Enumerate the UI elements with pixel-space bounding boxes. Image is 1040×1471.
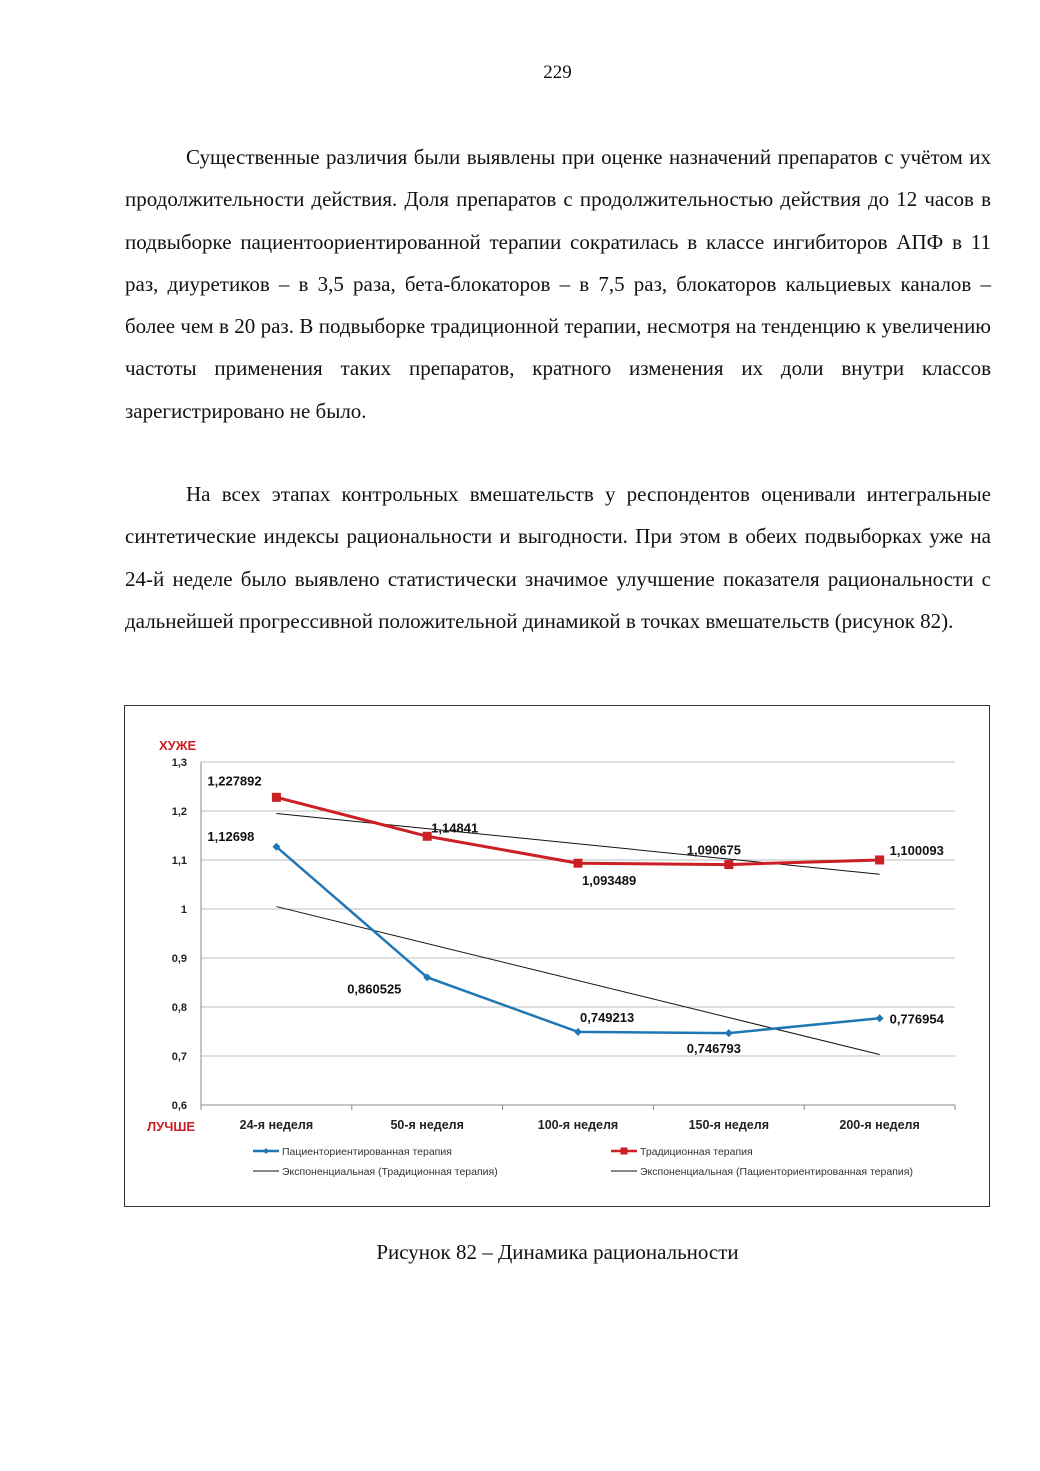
- y-tick-label: 0,6: [171, 1100, 187, 1112]
- data-label: 1,100093: [889, 842, 944, 858]
- x-tick-label: 100-я неделя: [537, 1118, 619, 1132]
- worse-label: ХУЖЕ: [159, 738, 197, 753]
- data-point: [574, 1028, 582, 1036]
- legend-marker: [621, 1148, 628, 1155]
- data-label: 1,14841: [431, 820, 479, 836]
- data-label: 0,746793: [686, 1041, 742, 1057]
- page-number: 229: [543, 62, 572, 83]
- data-point: [875, 855, 884, 864]
- y-tick-label: 1,1: [171, 855, 187, 867]
- better-label: ЛУЧШЕ: [147, 1119, 196, 1134]
- data-label: 1,090675: [686, 842, 742, 858]
- data-point: [272, 793, 281, 802]
- x-tick-label: 150-я неделя: [688, 1118, 770, 1132]
- data-label: 0,749213: [580, 1009, 635, 1025]
- data-point: [724, 860, 733, 869]
- x-tick-label: 24-я неделя: [239, 1118, 314, 1132]
- legend-item: Традиционная терапия: [640, 1146, 753, 1158]
- y-tick-label: 1: [180, 904, 187, 916]
- x-tick-label: 200-я неделя: [839, 1118, 920, 1132]
- data-point: [725, 1029, 733, 1037]
- data-label: 0,860525: [347, 981, 402, 997]
- y-tick-label: 0,7: [171, 1051, 187, 1063]
- figure-caption: Рисунок 82 – Динамика рациональности: [376, 1240, 739, 1264]
- figure-82: [124, 705, 990, 1207]
- legend-marker: [263, 1148, 269, 1154]
- data-point: [876, 1014, 884, 1022]
- data-point: [574, 859, 583, 868]
- paragraph-1: Существенные различия были выявлены при оценке назначений препаратов с учётом их продолжительности действия. Доля препаратов с продолжительностью действия до 12 часов в подвыборке пациентоориентированной терапии сократилась в классе ингибиторов АПФ в 11 раз, диуретиков – в 3,5 раза, бета-блокаторов – в 7,5 раз, блокаторов кальциевых каналов – более чем в 20 раз. В подвыборке традиционной терапии, несмотря на тенденцию к увеличению частоты применения таких препаратов, кратного изменения их доли внутри классов зарегистрировано не было.: [125, 145, 991, 423]
- data-label: 1,093489: [582, 873, 637, 889]
- y-tick-label: 0,8: [171, 1002, 187, 1014]
- y-tick-label: 1,3: [171, 757, 187, 769]
- legend-item: Экспоненциальная (Традиционная терапия): [282, 1166, 498, 1178]
- y-tick-label: 1,2: [171, 806, 187, 818]
- data-label: 0,776954: [889, 1011, 944, 1027]
- series-line-1: [276, 847, 879, 1033]
- series-line-2: [276, 797, 879, 864]
- paragraph-2: На всех этапах контрольных вмешательств у респондентов оценивали интегральные синтетические индексы рациональности и выгодности. При этом в обеих подвыборках уже на 24-й неделе было выявлено статистически значимое улучшение показателя рациональности с дальнейшей прогрессивной положительной динамикой в точках вмешательств (рисунок 82).: [125, 482, 991, 633]
- data-label: 1,227892: [207, 773, 262, 789]
- x-tick-label: 50-я неделя: [390, 1118, 464, 1132]
- legend-item: Экспоненциальная (Пациенториентированная терапия): [640, 1166, 913, 1178]
- data-label: 1,12698: [207, 828, 255, 844]
- legend-item: Пациенториентированная терапия: [282, 1146, 452, 1158]
- rationality-chart: [125, 706, 991, 1208]
- y-tick-label: 0,9: [171, 953, 187, 965]
